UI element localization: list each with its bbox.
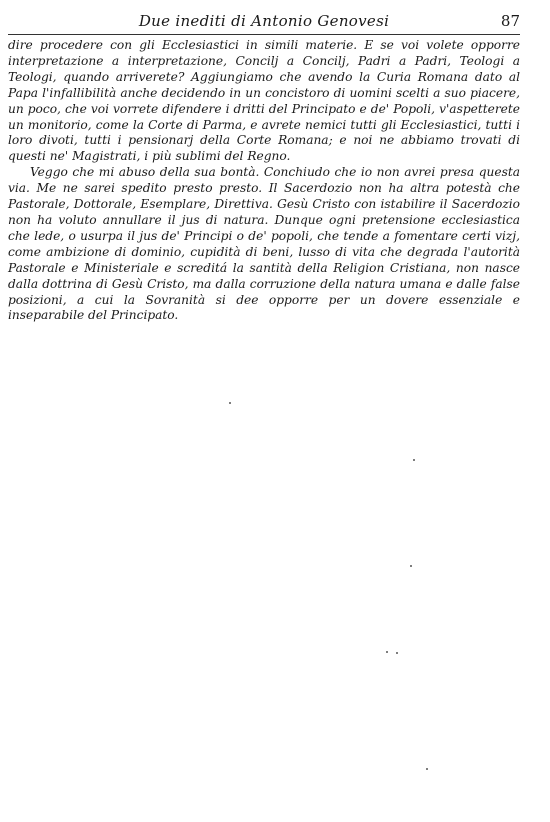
print-speck (386, 651, 388, 653)
print-speck (229, 402, 231, 404)
print-speck (396, 652, 398, 654)
page-header (8, 10, 520, 35)
paragraph: dire procedere con gli Ecclesiastici in simili materie. E se voi volete opporre interpretazione a interpretazione, Concilj a Concilj, Padri a Padri, Teologi a Teologi, quando arriverete? Aggiungiamo che avendo la Curia Romana dato al Papa l'infallibilità anche decidendo in un concistoro di uomini scelti a suo piacere, un poco, che voi vorrete difendere i dritti del Principato e de' Popoli, v'aspetterete un monitorio, come la Corte di Parma, e avrete nemici tutti gli Ecclesiastici, tutti i loro divoti, tutti i pensionarj della Corte Romana; e noi ne abbiamo trovati di questi ne' Magistrati, i più sublimi del Regno. (8, 38, 520, 164)
print-speck (410, 565, 412, 567)
body-text (8, 38, 520, 324)
print-speck (426, 768, 428, 770)
running-title: Due inediti di Antonio Genovesi (138, 12, 390, 30)
page-number: 87 (500, 12, 520, 30)
print-speck (413, 459, 415, 461)
paragraph: Veggo che mi abuso della sua bontà. Conchiudo che io non avrei presa questa via. Me ne sarei spedito presto presto. Il Sacerdozio non ha altra potestà che Pastorale, Dottorale, Esemplare, Direttiva. Gesù Cristo con istabilire il Sacerdozio non ha voluto annullare il jus di natura. Dunque ogni pretensione ecclesiastica che lede, o usurpa il jus de' Principi o de' popoli, che tende a fomentare certi vizj, come ambizione di dominio, cupidità di beni, lusso di vita che degrada l'autorità Pastorale e Ministeriale e screditá la santità della Religion Cristiana, non nasce dalla dottrina di Gesù Cristo, ma dalla corruzione della natura umana e dalle false posizioni, a cui la Sovranità si dee opporre per un dovere essenziale e inseparabile del Principato. (8, 165, 520, 323)
